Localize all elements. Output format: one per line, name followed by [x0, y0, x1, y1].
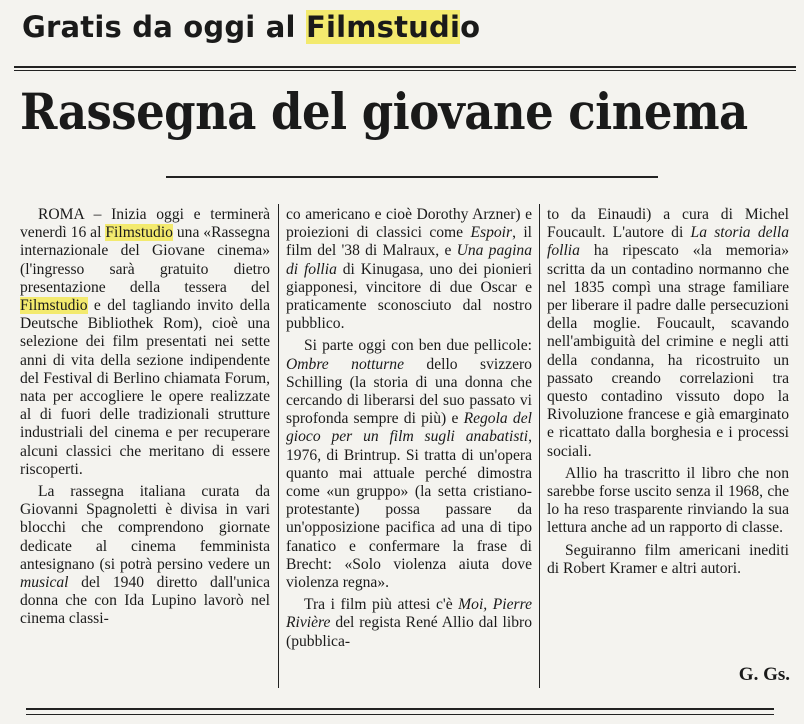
- headline: Rassegna del giovane cinema: [20, 82, 748, 141]
- kicker-title: Gratis da oggi al Filmstudio: [22, 10, 481, 44]
- column-divider-1: [278, 204, 279, 688]
- paragraph: ROMA – Inizia oggi e terminerà venerdì 16 al Filmstudio una «Rassegna internazionale del Giovane cinema» (l'ingresso sarà gratuito dietro presentazione della tessera del Filmstudio e del tagliando invito della Deutsche Bibliothek Rom), cioè una selezione dei film presentati nei sette anni di vita della sezione indipendente del Festival di Berlino chiamata Forum, nata per accogliere le opere realizzate al di fuori delle tradizionali strutture industriali del cinema e per recuperare alcuni classici che meritano di essere riscoperti.: [20, 206, 270, 478]
- paragraph: Seguiranno film americani inediti di Robert Kramer e altri autori.: [547, 541, 789, 577]
- article-column-1: [20, 206, 270, 629]
- article-column-3: [547, 206, 789, 578]
- paragraph: co americano e cioè Dorothy Arzner) e proiezioni di classici come Espoir, il film del '38 di Malraux, e Una pagina di follia di Kinugasa, uno dei pionieri giapponesi, vincitore di due Oscar e praticamente sconosciuto dal nostro pubblico.: [286, 206, 533, 333]
- top-rule-thin: [14, 70, 796, 71]
- highlight: Filmstudio: [105, 224, 173, 242]
- highlight: Filmstudi: [305, 10, 461, 44]
- bottom-rule-thin: [26, 714, 774, 715]
- paragraph: to da Einaudi) a cura di Michel Foucault. L'autore di La storia della follia ha ripescato «la memoria» scritta da un contadino normanno che nel 1835 compì una strage familiare per liberare il padre dalle persecuzioni della moglie. Foucault, scavando nell'ambiguità del crimine e negli atti della condanna, ha ricostruito un passato creando correlazioni tra questo contadino vissuto dopo la Rivoluzione francese e già emarginato e ricattato dalla borghesia e i processi sociali.: [547, 206, 789, 460]
- headline-underline: [166, 176, 658, 178]
- bottom-rule: [26, 708, 774, 710]
- paragraph: Si parte oggi con ben due pellicole: Ombre notturne dello svizzero Schilling (la storia di una donna che cercando di liberarsi del suo passato vi sprofonda sempre di più) e Regola del gioco per un film sugli anabatisti, 1976, di Brintrup. Si tratta di un'opera quanto mai attuale perché dimostra come «un gruppo» (la setta cristiano-protestante) possa passare da un'opposizione pacifica ad una di tipo fanatico e confermare la frase di Brecht: «Solo violenza aiuta dove violenza regna».: [286, 337, 532, 592]
- highlight: Filmstudio: [20, 297, 88, 315]
- paragraph: La rassegna italiana curata da Giovanni Spagnoletti è divisa in vari blocchi che comprendono giornate dedicate al cinema femminista antesignano (si potrà persino vedere un musical del 1940 diretto dall'unica donna che con Ida Lupino lavorò nel cinema classi-: [20, 483, 270, 628]
- top-rule: [14, 66, 796, 68]
- article-column-2: [286, 206, 532, 651]
- paragraph: Allio ha trascritto il libro che non sarebbe forse uscito senza il 1968, che lo ha reso trasparente rinviando la sua lettura anche ad un rapporto di classe.: [547, 464, 789, 537]
- column-divider-2: [539, 204, 540, 688]
- paragraph: Tra i film più attesi c'è Moi, Pierre Rivière del regista René Allio dal libro (pubblica-: [286, 596, 532, 650]
- author-signature: G. Gs.: [738, 664, 790, 685]
